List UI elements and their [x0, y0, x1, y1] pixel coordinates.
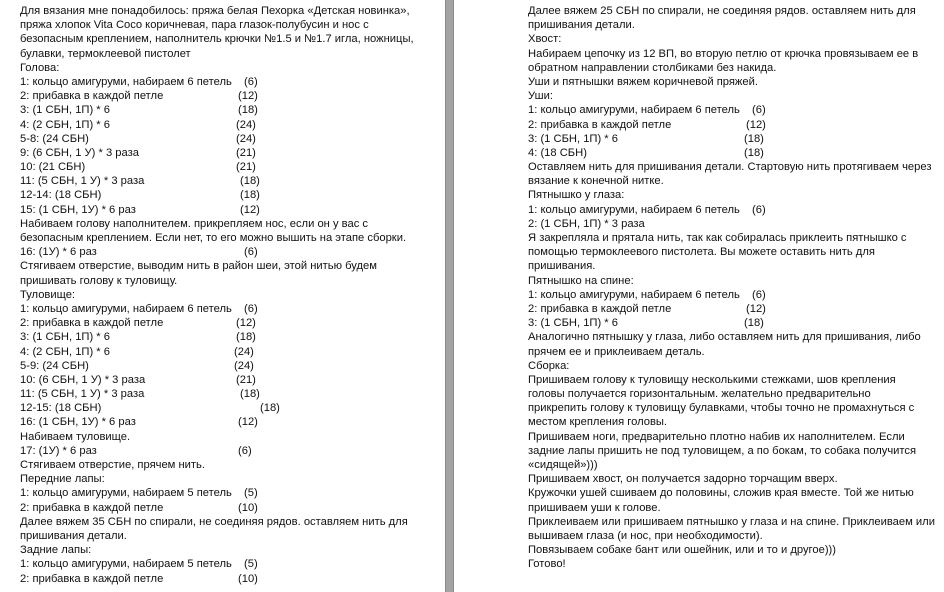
line-text: 1: кольцо амигуруми, набираем 6 петель: [528, 104, 740, 117]
line-text: вышиваем глаза (и нос, при необходимости).: [528, 529, 763, 542]
stitch-count: (21): [236, 161, 256, 174]
line-text: 2: прибавка в каждой петле: [20, 572, 164, 585]
line-text: Пришиваем хвост, он получается задорно торчащим вверх.: [528, 473, 838, 486]
text-line: [528, 89, 944, 103]
text-line: [528, 118, 944, 132]
text-line: [528, 472, 944, 486]
text-line: [20, 47, 445, 61]
text-line: [20, 373, 445, 387]
text-line: [20, 146, 445, 160]
line-text: Для вязания мне понадобилось: пряжа белая Пехорка «Детская новинка»,: [20, 5, 410, 17]
text-line: [20, 203, 445, 217]
text-line: [20, 345, 445, 359]
line-text: Набиваем туловище.: [20, 430, 131, 443]
line-text: пряжа хлопок Vita Coco коричневая, пара глазок-полубусин и нос с: [20, 19, 369, 32]
text-line: [20, 103, 445, 117]
text-line: [20, 231, 445, 245]
text-line: [20, 174, 445, 188]
stitch-count: (12): [746, 118, 766, 131]
line-text: 3: (1 СБН, 1П) * 6: [528, 317, 618, 330]
stitch-count: (18): [744, 132, 764, 145]
text-line: [20, 486, 445, 500]
line-text: 4: (2 СБН, 1П) * 6: [20, 118, 110, 131]
stitch-count: (12): [240, 203, 260, 216]
line-text: Уши:: [528, 90, 553, 103]
line-text: Повязываем собаке бант или ошейник, или и то и другое))): [528, 544, 837, 557]
stitch-count: (21): [236, 373, 256, 386]
line-text: Далее вяжем 35 СБН по спирали, не соединяя рядов. оставляем нить для: [20, 515, 408, 528]
line-text: местом крепления головы.: [528, 416, 668, 429]
stitch-count: (10): [238, 572, 258, 585]
line-text: пришивать голову к туловищу.: [20, 274, 178, 287]
document-page-right: [454, 0, 944, 592]
text-line: [528, 259, 944, 273]
line-text: 11: (5 СБН, 1 У) * 3 раза: [20, 175, 145, 188]
stitch-count: (24): [236, 118, 256, 131]
line-text: Туловище:: [20, 288, 76, 301]
stitch-count: (6): [752, 288, 766, 301]
text-line: [528, 32, 944, 46]
stitch-count: (6): [238, 444, 252, 457]
stitch-count: (21): [236, 146, 256, 159]
line-text: 10: (6 СБН, 1 У) * 3 раза: [20, 373, 146, 386]
line-text: 3: (1 СБН, 1П) * 6: [20, 104, 110, 117]
text-line: [528, 316, 944, 330]
stitch-count: (10): [238, 501, 258, 514]
line-text: помощью термоклеевого пистолета. Вы можете оставить нить для: [528, 246, 875, 259]
stitch-count: (12): [238, 416, 258, 429]
line-text: Стягиваем отверстие, выводим нить в район шеи, этой нитью будем: [20, 260, 377, 273]
text-line: [20, 302, 445, 316]
line-text: безопасным креплением, наполнитель крючки №1.5 и №1.7 игла, ножницы,: [20, 33, 414, 46]
text-line: [528, 217, 944, 231]
text-line: [20, 472, 445, 486]
line-text: 2: прибавка в каждой петле: [528, 118, 672, 131]
line-text: Аналогично пятнышку у глаза, либо оставляем нить для пришивания, либо: [528, 331, 921, 344]
text-line: [20, 543, 445, 557]
line-text: Уши и пятнышки вяжем коричневой пряжей.: [528, 75, 758, 88]
text-line: [528, 486, 944, 500]
text-line: [528, 61, 944, 75]
text-line: [20, 288, 445, 302]
text-line: [20, 61, 445, 75]
line-text: 1: кольцо амигуруми, набираем 6 петель: [528, 288, 740, 301]
stitch-count: (18): [744, 146, 764, 159]
line-text: 3: (1 СБН, 1П) * 6: [528, 132, 618, 145]
line-text: Набиваем голову наполнителем. прикрепляем нос, если он у вас с: [20, 217, 368, 230]
line-text: Оставляем нить для пришивания детали. Стартовую нить протягиваем через: [528, 161, 932, 174]
line-text: Пришиваем голову к туловищу несколькими стежками, шов крепления: [528, 373, 896, 386]
line-text: Я закрепляла и прятала нить, так как собиралась приклеить пятнышко с: [528, 232, 907, 244]
text-line: [528, 515, 944, 529]
text-line: [528, 75, 944, 89]
text-line: [528, 18, 944, 32]
line-text: пришивания.: [528, 260, 596, 273]
text-line: [20, 415, 445, 429]
text-line: [20, 359, 445, 373]
text-line: [528, 557, 944, 571]
line-text: Задние лапы:: [20, 544, 92, 557]
stitch-count: (6): [752, 104, 766, 117]
line-text: задние лапы пришить не под туловищем, а по бокам, то собака получится: [528, 444, 917, 457]
text-line: [528, 302, 944, 316]
text-line: [528, 444, 944, 458]
text-line: [528, 543, 944, 557]
line-text: 5-8: (24 СБН): [20, 132, 89, 145]
line-text: 11: (5 СБН, 1 У) * 3 раза: [20, 388, 145, 401]
text-line: [528, 274, 944, 288]
line-text: обратном направлении столбиками без накида.: [528, 61, 777, 74]
stitch-count: (5): [244, 487, 258, 500]
text-line: [528, 188, 944, 202]
text-line: [528, 458, 944, 472]
text-line: [528, 373, 944, 387]
line-text: головы получается горизонтальным. желательно предварительно: [528, 388, 871, 401]
line-text: 4: (18 СБН): [528, 146, 587, 159]
stitch-count: (18): [260, 402, 280, 415]
line-text: 17: (1У) * 6 раз: [20, 444, 97, 457]
text-line: [20, 160, 445, 174]
line-text: 12-14: (18 СБН): [20, 189, 102, 202]
text-line: [20, 75, 445, 89]
text-line: [20, 316, 445, 330]
stitch-count: (24): [234, 359, 254, 372]
stitch-count: (6): [244, 302, 258, 315]
text-line: [20, 572, 445, 586]
document-page-left: [0, 0, 445, 592]
line-text: Пятнышко у глаза:: [528, 189, 625, 202]
line-text: 2: прибавка в каждой петле: [20, 317, 164, 330]
line-text: 1: кольцо амигуруми, набираем 5 петель: [20, 487, 232, 500]
text-line: [528, 4, 944, 18]
line-text: Сборка:: [528, 359, 570, 372]
line-text: Пришиваем ноги, предварительно плотно набив их наполнителем. Если: [528, 430, 905, 443]
text-line: [528, 132, 944, 146]
line-text: пришиваем уши к голове.: [528, 501, 661, 514]
stitch-count: (18): [238, 104, 258, 117]
line-text: 1: кольцо амигуруми, набираем 6 петель: [528, 203, 740, 216]
stitch-count: (5): [244, 558, 258, 571]
text-line: [20, 557, 445, 571]
text-line: [20, 245, 445, 259]
line-text: 15: (1 СБН, 1У) * 6 раз: [20, 203, 136, 216]
stitch-count: (6): [244, 246, 258, 259]
text-line: [528, 160, 944, 174]
line-text: вязание к конечной нитке.: [528, 175, 664, 188]
text-line: [20, 387, 445, 401]
line-text: Хвост:: [528, 33, 562, 46]
text-line: [528, 345, 944, 359]
text-line: [528, 415, 944, 429]
text-line: [528, 146, 944, 160]
stitch-count: (18): [240, 189, 260, 202]
stitch-count: (6): [752, 203, 766, 216]
text-line: [20, 529, 445, 543]
line-text: Передние лапы:: [20, 473, 105, 486]
text-line: [20, 32, 445, 46]
text-line: [528, 47, 944, 61]
line-text: булавки, термоклеевой пистолет: [20, 47, 191, 60]
line-text: прикрепить голову к туловищу булавками, чтобы точно не промахнуться с: [528, 402, 915, 415]
text-line: [20, 132, 445, 146]
line-text: 2: прибавка в каждой петле: [528, 302, 672, 315]
stitch-count: (18): [744, 317, 764, 330]
stitch-count: (12): [236, 317, 256, 330]
stitch-count: (18): [240, 388, 260, 401]
text-line: [20, 259, 445, 273]
line-text: 1: кольцо амигуруми, набираем 6 петель: [20, 75, 232, 88]
line-text: Набираем цепочку из 12 ВП, во вторую петлю от крючка провязываем ее в: [528, 47, 919, 60]
line-text: 3: (1 СБН, 1П) * 6: [20, 331, 110, 344]
text-line: [528, 288, 944, 302]
line-text: 4: (2 СБН, 1П) * 6: [20, 345, 110, 358]
text-line: [20, 4, 445, 18]
line-text: пришивания детали.: [20, 529, 127, 542]
line-text: прячем ее и приклеиваем деталь.: [528, 345, 705, 358]
text-line: [20, 18, 445, 32]
stitch-count: (12): [238, 90, 258, 103]
line-text: пришивания детали.: [528, 19, 635, 32]
line-text: 16: (1У) * 6 раз: [20, 246, 97, 259]
text-line: [528, 401, 944, 415]
line-text: Стягиваем отверстие, прячем нить.: [20, 459, 205, 471]
stitch-count: (24): [234, 345, 254, 358]
stitch-count: (6): [244, 75, 258, 88]
text-line: [528, 529, 944, 543]
line-text: 2: прибавка в каждой петле: [20, 501, 164, 514]
text-line: [528, 359, 944, 373]
text-line: [528, 330, 944, 344]
stitch-count: (18): [240, 175, 260, 188]
stitch-count: (12): [746, 302, 766, 315]
text-line: [528, 231, 944, 245]
line-text: 1: кольцо амигуруми, набираем 5 петель: [20, 558, 232, 571]
text-line: [528, 103, 944, 117]
text-line: [20, 515, 445, 529]
text-line: [20, 401, 445, 415]
text-line: [20, 118, 445, 132]
text-line: [20, 458, 445, 472]
text-line: [20, 330, 445, 344]
stitch-count: (24): [236, 132, 256, 145]
line-text: 5-9: (24 СБН): [20, 359, 89, 372]
line-text: 1: кольцо амигуруми, набираем 6 петель: [20, 302, 232, 315]
line-text: Голова:: [20, 61, 60, 74]
text-line: [20, 444, 445, 458]
line-text: Кружочки ушей сшиваем до половины, сложив края вместе. Той же нитью: [528, 487, 914, 500]
line-text: 10: (21 СБН): [20, 161, 86, 174]
text-line: [528, 203, 944, 217]
text-line: [20, 430, 445, 444]
text-line: [528, 430, 944, 444]
text-line: [20, 501, 445, 515]
text-line: [20, 217, 445, 231]
text-line: [528, 501, 944, 515]
text-line: [528, 387, 944, 401]
page-divider: [445, 0, 454, 592]
text-line: [20, 89, 445, 103]
line-text: 2: прибавка в каждой петле: [20, 90, 164, 103]
line-text: безопасным креплением. Если нет, то его можно вышить на этапе сборки.: [20, 232, 407, 244]
text-line: [20, 274, 445, 288]
text-line: [528, 245, 944, 259]
line-text: Приклеиваем или пришиваем пятнышко у глаза и на спине. Приклеиваем или: [528, 515, 935, 528]
line-text: 12-15: (18 СБН): [20, 402, 102, 415]
text-line: [528, 174, 944, 188]
text-line: [20, 188, 445, 202]
line-text: 9: (6 СБН, 1 У) * 3 раза: [20, 146, 139, 159]
line-text: Далее вяжем 25 СБН по спирали, не соединяя рядов. оставляем нить для: [528, 5, 916, 17]
line-text: Готово!: [528, 558, 566, 571]
line-text: 2: (1 СБН, 1П) * 3 раза: [528, 217, 645, 230]
line-text: «сидящей»))): [528, 459, 598, 471]
stitch-count: (18): [236, 331, 256, 344]
line-text: Пятнышко на спине:: [528, 274, 634, 287]
line-text: 16: (1 СБН, 1У) * 6 раз: [20, 416, 136, 429]
